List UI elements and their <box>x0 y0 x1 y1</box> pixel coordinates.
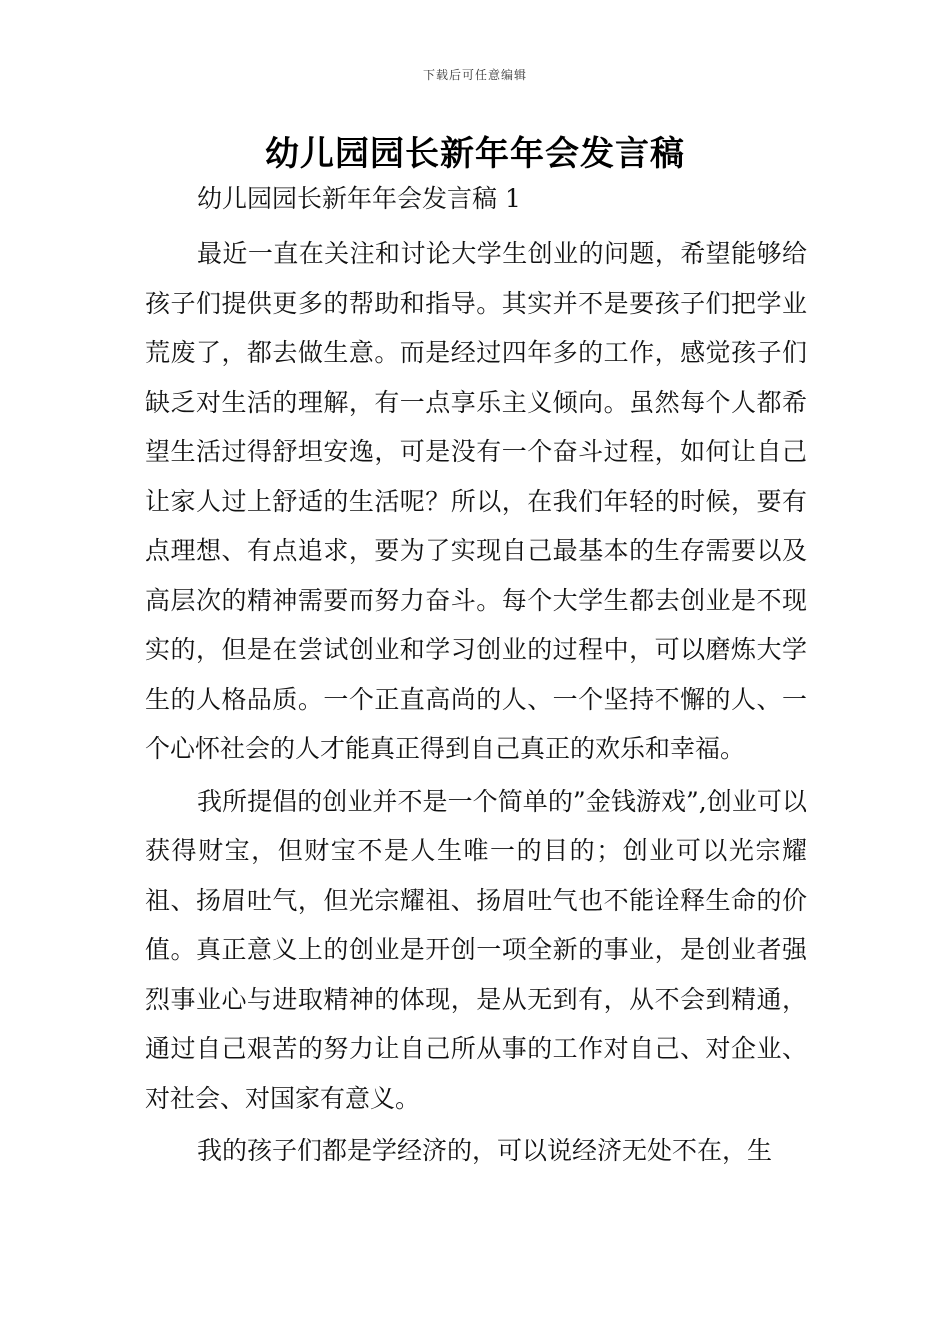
document-title: 幼儿园园长新年年会发言稿 <box>265 134 685 174</box>
paragraph-1: 最近一直在关注和讨论大学生创业的问题，希望能够给孩子们提供更多的帮助和指导。其实并不是要孩子们把学业荒废了，都去做生意。而是经过四年多的工作，感觉孩子们缺乏对生活的理解，有一点享乐主义倾向。虽然每个人都希望生活过得舒坦安逸，可是没有一个奋斗过程，如何让自己让家人过上舒适的生活呢？所以，在我们年轻的时候，要有点理想、有点追求，要为了实现自己最基本的生存需要以及高层次的精神需要而努力奋斗。每个大学生都去创业是不现实的，但是在尝试创业和学习创业的过程中，可以磨炼大学生的人格品质。一个正直高尚的人、一个坚持不懈的人、一个心怀社会的人才能真正得到自己真正的欢乐和幸福。 <box>145 239 807 763</box>
document-body <box>145 174 807 1179</box>
header-note: 下载后可任意编辑 <box>422 68 527 82</box>
paragraph-2: 我所提倡的创业并不是一个简单的”金钱游戏”,创业可以获得财宝，但财宝不是人生唯一的目的；创业可以光宗耀祖、扬眉吐气，但光宗耀祖、扬眉吐气也不能诠释生命的价值。真正意义上的创业是开创一项全新的事业，是创业者强烈事业心与进取精神的体现，是从无到有，从不会到精通，通过自己艰苦的努力让自己所从事的工作对自己、对企业、对社会、对国家有意义。 <box>145 786 807 1113</box>
section-subtitle: 幼儿园园长新年年会发言稿 1 <box>197 184 521 213</box>
paragraph-3: 我的孩子们都是学经济的，可以说经济无处不在，生 <box>197 1136 773 1165</box>
